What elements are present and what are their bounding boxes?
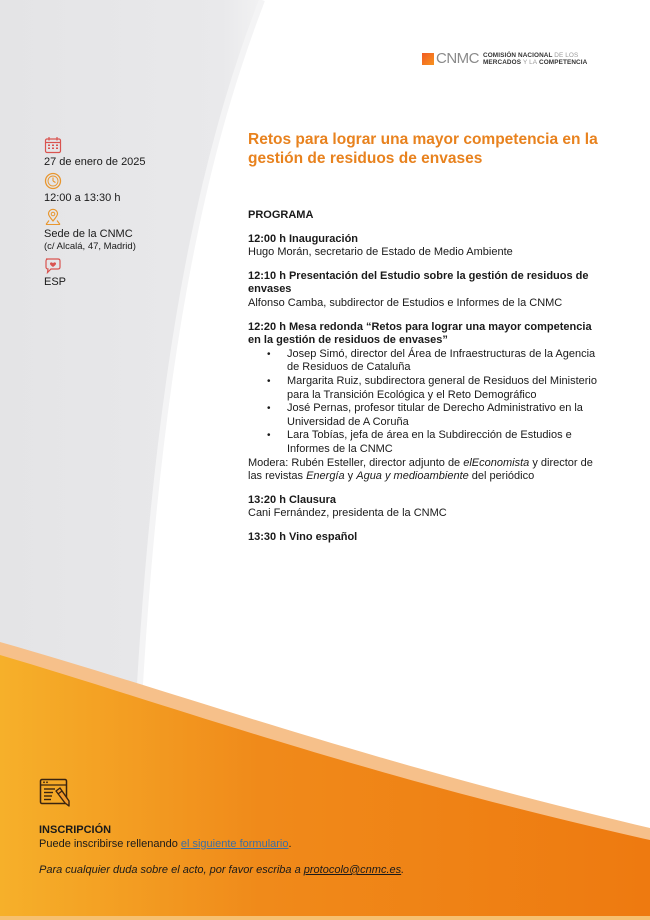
logo-wordmark [483,52,587,66]
logo-letters: CNMC [436,50,479,67]
moderator-text: Modera: Rubén Esteller, director adjunto de [248,456,464,469]
cnmc-logo-mark-icon [422,53,434,65]
speech-bubble-heart-icon [44,256,62,274]
registration-text-suffix: . [288,837,292,850]
form-edit-icon [39,778,71,808]
program-item-inauguration [248,233,598,260]
publication-name: Energía [306,470,345,483]
calendar-icon [44,136,62,154]
event-venue: Sede de la CNMC [44,228,133,240]
registration-text [39,838,539,852]
panelist-item: • Lara Tobías, jefa de área en la Subdirección de Estudios e Informes de la CNMC [287,429,598,456]
registration-heading: INSCRIPCIÓN [39,824,112,836]
logo-line1: COMISIÓN NACIONAL [483,52,553,59]
moderator-text: y director de las revistas [248,456,593,483]
contact-text [39,864,539,878]
publication-name: elEconomista [463,456,530,469]
logo-line2-light: Y LA [522,59,538,66]
program-item-title: 12:00 h Inauguración [248,232,359,245]
moderator-text: del periódico [468,470,535,483]
program-item-reception [248,531,598,545]
program-item-title: 12:10 h Presentación del Estudio sobre la gestión de residuos de envases [248,269,589,296]
moderator-text: y [344,470,357,483]
moderator-line [248,457,598,484]
program-item-presentation [248,270,598,311]
map-pin-icon [44,208,62,226]
logo-line2: MERCADOS [483,59,522,66]
logo-line2-end: COMPETENCIA [539,59,588,66]
program-item-title: 13:20 h Clausura [248,493,337,506]
program-item-closing [248,494,598,521]
publication-name: Agua y medioambiente [356,470,469,483]
registration-form-link[interactable]: el siguiente formulario [180,837,289,850]
cnmc-logo [422,52,587,66]
program-item-detail: Alfonso Camba, subdirector de Estudios e Informes de la CNMC [248,296,563,309]
clock-icon [44,172,62,190]
panelist-item: • José Pernas, profesor titular de Derecho Administrativo en la Universidad de A Coruña [287,402,598,429]
contact-text-prefix: Para cualquier duda sobre el acto, por favor escriba a [39,864,304,876]
panelist-item: • Josep Simó, director del Área de Infraestructuras de la Agencia de Residuos de Cataluña [287,348,598,375]
program-content [248,130,598,554]
program-item-detail: Cani Fernández, presidenta de la CNMC [248,507,447,520]
program-item-title: 12:20 h Mesa redonda “Retos para lograr una mayor competencia en la gestión de residuos de envases” [248,320,592,347]
logo-line1-light: DE LOS [554,52,579,59]
event-date: 27 de enero de 2025 [44,156,146,168]
event-language: ESP [44,276,67,288]
program-item-title: 13:30 h Vino español [248,530,358,543]
event-time: 12:00 a 13:30 h [44,192,121,204]
program-item-round-table [248,321,598,484]
registration-section [39,778,539,878]
program-item-detail: Hugo Morán, secretario de Estado de Medio Ambiente [248,246,513,259]
event-info-sidebar [44,136,194,292]
program-heading: PROGRAMA [248,209,314,221]
registration-text-prefix: Puede inscribirse rellenando [39,837,181,850]
panelist-list [248,348,598,457]
contact-email-link[interactable]: protocolo@cnmc.es [303,864,402,876]
event-title: Retos para lograr una mayor competencia en la gestión de residuos de envases [248,131,598,167]
contact-text-suffix: . [401,864,405,876]
event-address: (c/ Alcalá, 47, Madrid) [44,241,136,252]
panelist-item: • Margarita Ruiz, subdirectora general de Residuos del Ministerio para la Transición Ecológica y el Reto Demográfico [287,375,598,402]
